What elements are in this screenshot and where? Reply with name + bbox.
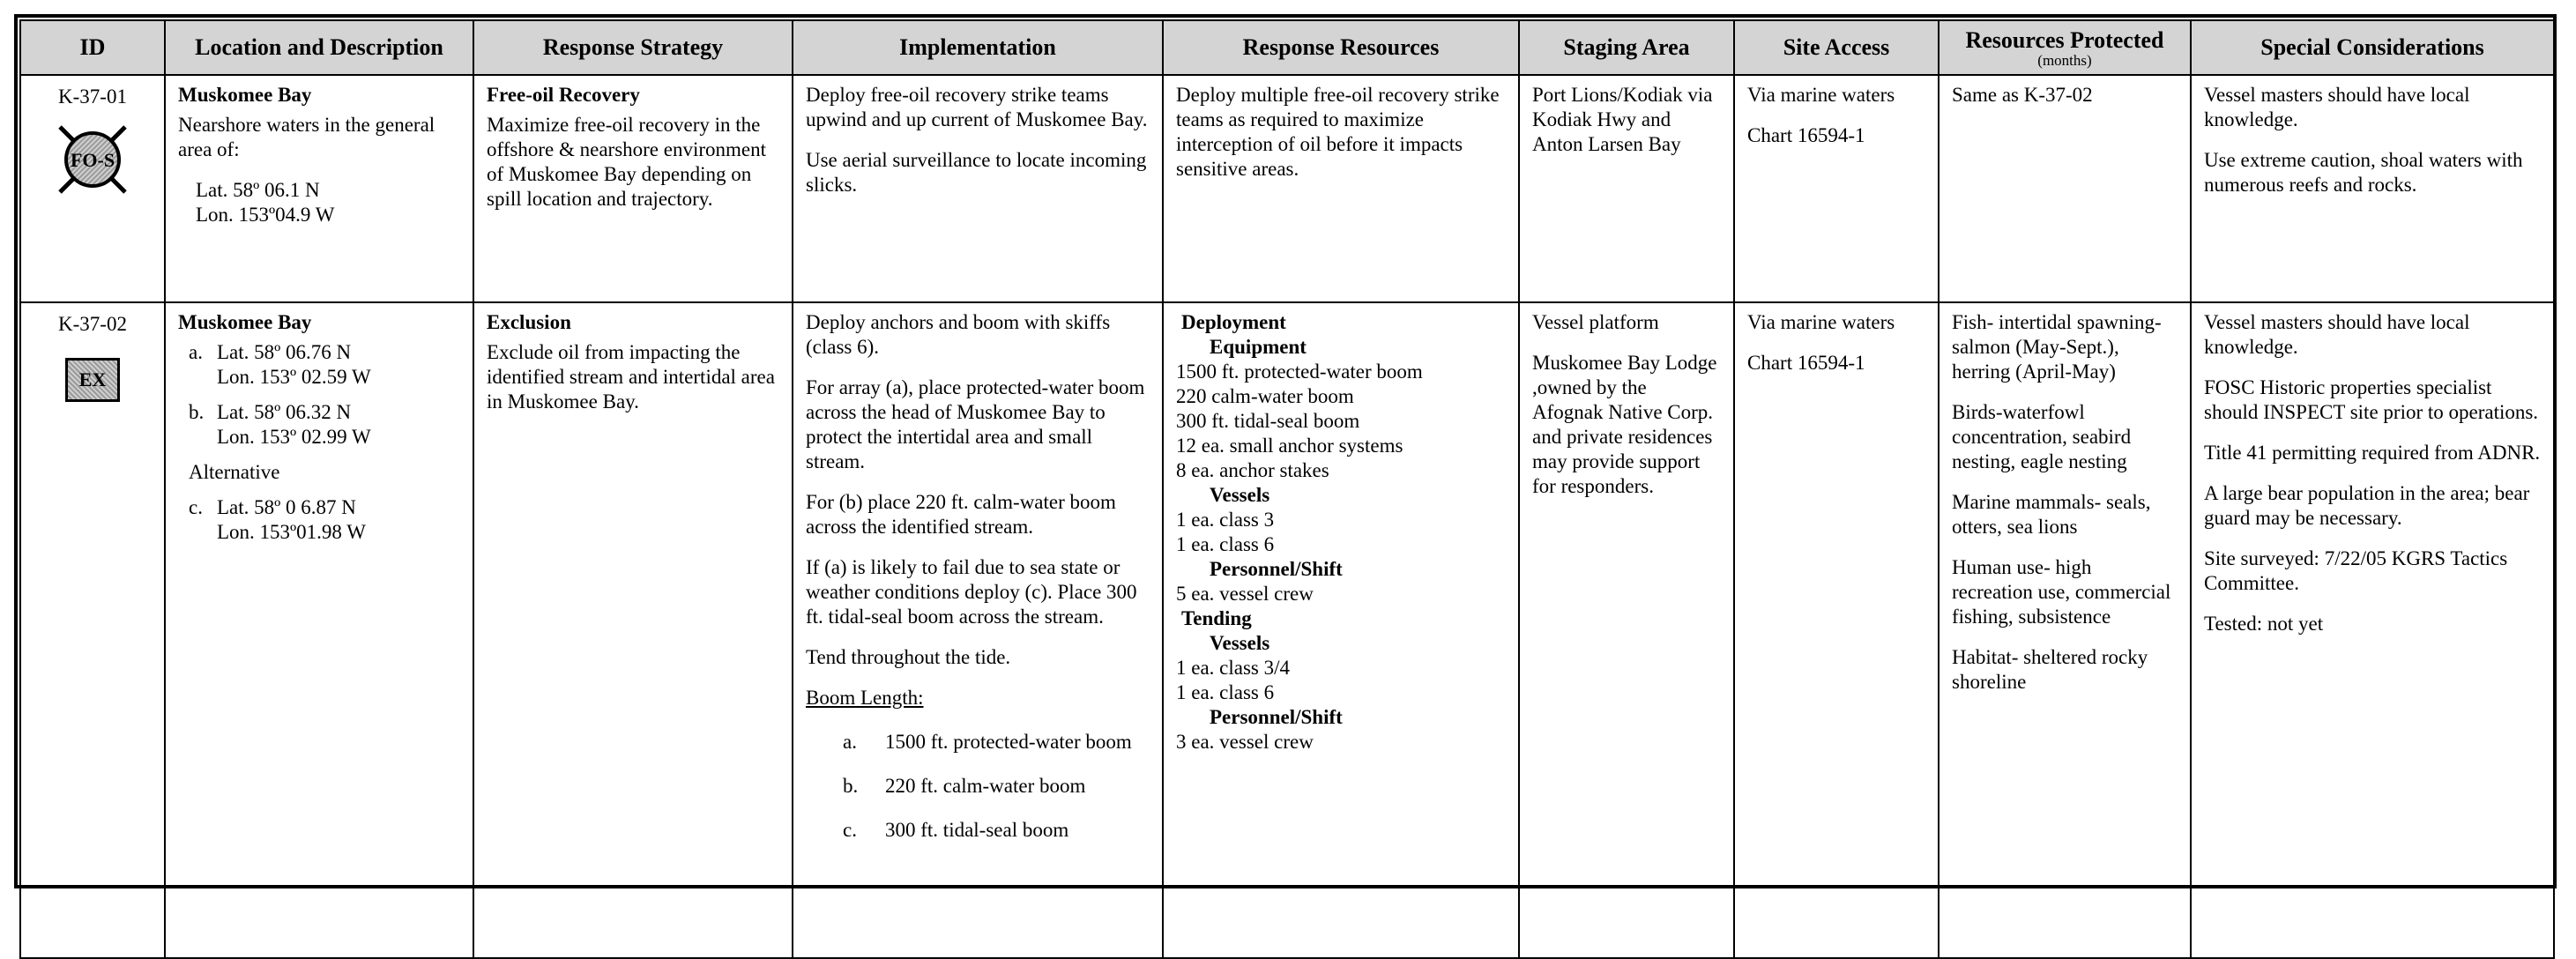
coord-item [189,495,460,545]
resources-text: Deploy multiple free-oil recovery strike teams as required to maximize interception of oil before it impacts sensitive areas. [1176,84,1500,180]
strategy-cell [473,75,793,302]
resource-item: 1 ea. class 6 [1176,533,1275,555]
latitude: Lat. 58º 06.1 N [196,179,320,201]
protected-cell [1939,302,2191,958]
response-tactics-table [19,19,2555,959]
location-desc: Nearshore waters in the general area of: [178,114,436,160]
resource-item: 8 ea. anchor stakes [1176,459,1329,481]
special-item: Vessel masters should have local knowledge. [2204,84,2470,130]
header-protected-sub: (months) [2037,52,2092,69]
impl-paragraph: Deploy free-oil recovery strike teams upwind and up current of Muskomee Bay. [806,84,1148,130]
staging-cell [1519,75,1734,302]
impl-paragraph: Deploy anchors and boom with skiffs (class 6). [806,311,1111,358]
location-cell [165,302,473,958]
impl-paragraph: Tend throughout the tide. [806,646,1011,668]
row-id: K-37-01 [58,85,127,108]
staging-text: Port Lions/Kodiak via Kodiak Hwy and Anton Larsen Bay [1532,84,1713,155]
special-cell [2191,302,2554,958]
boom-item [806,818,1150,843]
strategy-title: Exclusion [487,311,571,333]
impl-paragraph: Use aerial surveillance to locate incoming slicks. [806,149,1147,196]
table-row [20,75,2554,302]
equipment-heading: Equipment [1210,336,1307,358]
access-text: Via marine waters [1747,84,1895,106]
implementation-cell [793,75,1163,302]
protected-item: Fish- intertidal spawning- salmon (May-Sept.), herring (April-May) [1952,311,2162,383]
resource-item: 5 ea. vessel crew [1176,583,1314,605]
chart-ref: Chart 16594-1 [1747,124,1865,146]
protected-item: Birds-waterfowl concentration, seabird nesting, eagle nesting [1952,401,2132,472]
header-protected [1939,20,2191,75]
latitude: Lat. 58º 0 6.87 N [217,496,356,518]
access-cell [1734,75,1939,302]
special-item: Use extreme caution, shoal waters with numerous reefs and rocks. [2204,149,2523,196]
header-staging: Staging Area [1519,20,1734,75]
coord-item [189,400,460,450]
staging-cell [1519,302,1734,958]
special-item: Vessel masters should have local knowledge. [2204,311,2470,358]
location-title: Muskomee Bay [178,311,312,333]
special-item: Title 41 permitting required from ADNR. [2204,442,2541,464]
free-oil-recovery-icon [55,122,130,197]
header-location: Location and Description [165,20,473,75]
icon-label: FO-S [70,149,115,171]
header-strategy: Response Strategy [473,20,793,75]
coord-mark: b. [189,401,205,423]
header-access: Site Access [1734,20,1939,75]
boom-mark: a. [843,731,857,753]
strategy-title: Free-oil Recovery [487,84,640,106]
staging-text: Vessel platform [1532,311,1659,333]
strategy-cell [473,302,793,958]
boom-mark: b. [843,775,859,797]
strategy-desc: Exclude oil from impacting the identified stream and intertidal area in Muskomee Bay. [487,341,775,413]
boom-item [806,774,1150,799]
protected-cell [1939,75,2191,302]
protected-item: Marine mammals- seals, otters, sea lions [1952,491,2151,538]
coord-mark: a. [189,341,203,363]
header-row [20,20,2554,75]
resource-item: 3 ea. vessel crew [1176,731,1314,753]
header-protected-label: Resources Protected [1965,27,2164,53]
protected-item: Human use- high recreation use, commercial fishing, subsistence [1952,556,2171,628]
boom-text: 1500 ft. protected-water boom [885,731,1132,753]
special-item: Tested: not yet [2204,613,2324,635]
header-id: ID [20,20,165,75]
impl-paragraph: For array (a), place protected-water boom across the head of Muskomee Bay to protect the intertidal area and small stream. [806,376,1145,472]
longitude: Lon. 153º04.9 W [196,204,335,226]
access-text: Via marine waters [1747,311,1895,333]
vessels-heading: Vessels [1210,484,1270,506]
tending-heading: Tending [1181,607,1252,629]
boom-length-heading: Boom Length: [806,687,924,709]
table-row [20,302,2554,958]
special-item: Site surveyed: 7/22/05 KGRS Tactics Committee. [2204,547,2508,594]
location-title: Muskomee Bay [178,84,312,106]
exclusion-icon: EX [65,358,120,402]
resource-item: 1 ea. class 6 [1176,681,1275,703]
boom-text: 300 ft. tidal-seal boom [885,819,1069,841]
id-cell [20,75,165,302]
deployment-heading: Deployment [1181,311,1286,333]
boom-text: 220 ft. calm-water boom [885,775,1086,797]
latitude: Lat. 58º 06.32 N [217,401,352,423]
boom-list [806,730,1150,843]
boom-mark: c. [843,819,857,841]
row-id: K-37-02 [58,313,127,335]
resource-item: 12 ea. small anchor systems [1176,435,1403,457]
boom-item [806,730,1150,755]
location-cell [165,75,473,302]
resource-item: 300 ft. tidal-seal boom [1176,410,1360,432]
impl-paragraph: If (a) is likely to fail due to sea state or weather conditions deploy (c). Place 300 ft. tidal-seal boom across the stream. [806,556,1137,628]
chart-ref: Chart 16594-1 [1747,352,1865,374]
resources-cell [1163,75,1519,302]
longitude: Lon. 153º 02.59 W [217,366,371,388]
header-special: Special Considerations [2191,20,2554,75]
vessels-heading: Vessels [1210,632,1270,654]
header-implementation: Implementation [793,20,1163,75]
protected-item: Habitat- sheltered rocky shoreline [1952,646,2148,693]
id-cell [20,302,165,958]
resource-item: 1500 ft. protected-water boom [1176,361,1423,383]
coord-item [189,340,460,390]
latitude: Lat. 58º 06.76 N [217,341,352,363]
personnel-heading: Personnel/Shift [1210,558,1343,580]
special-item: FOSC Historic properties specialist should INSPECT site prior to operations. [2204,376,2539,423]
longitude: Lon. 153º01.98 W [217,521,366,543]
access-cell [1734,302,1939,958]
personnel-heading: Personnel/Shift [1210,706,1343,728]
staging-text: Muskomee Bay Lodge ,owned by the Afognak Native Corp. and private residences may provide support for responders. [1532,352,1717,497]
resource-item: 1 ea. class 3/4 [1176,657,1291,679]
alternative-label: Alternative [189,461,280,483]
special-cell [2191,75,2554,302]
impl-paragraph: For (b) place 220 ft. calm-water boom across the identified stream. [806,491,1116,538]
longitude: Lon. 153º 02.99 W [217,426,371,448]
special-item: A large bear population in the area; bear guard may be necessary. [2204,482,2530,529]
strategy-desc: Maximize free-oil recovery in the offshore & nearshore environment of Muskomee Bay depending on spill location and trajectory. [487,114,767,210]
protected-text: Same as K-37-02 [1952,84,2093,106]
implementation-cell [793,302,1163,958]
resource-item: 220 calm-water boom [1176,385,1354,407]
coord-mark: c. [189,496,203,518]
resource-item: 1 ea. class 3 [1176,509,1275,531]
header-resources: Response Resources [1163,20,1519,75]
resources-cell [1163,302,1519,958]
